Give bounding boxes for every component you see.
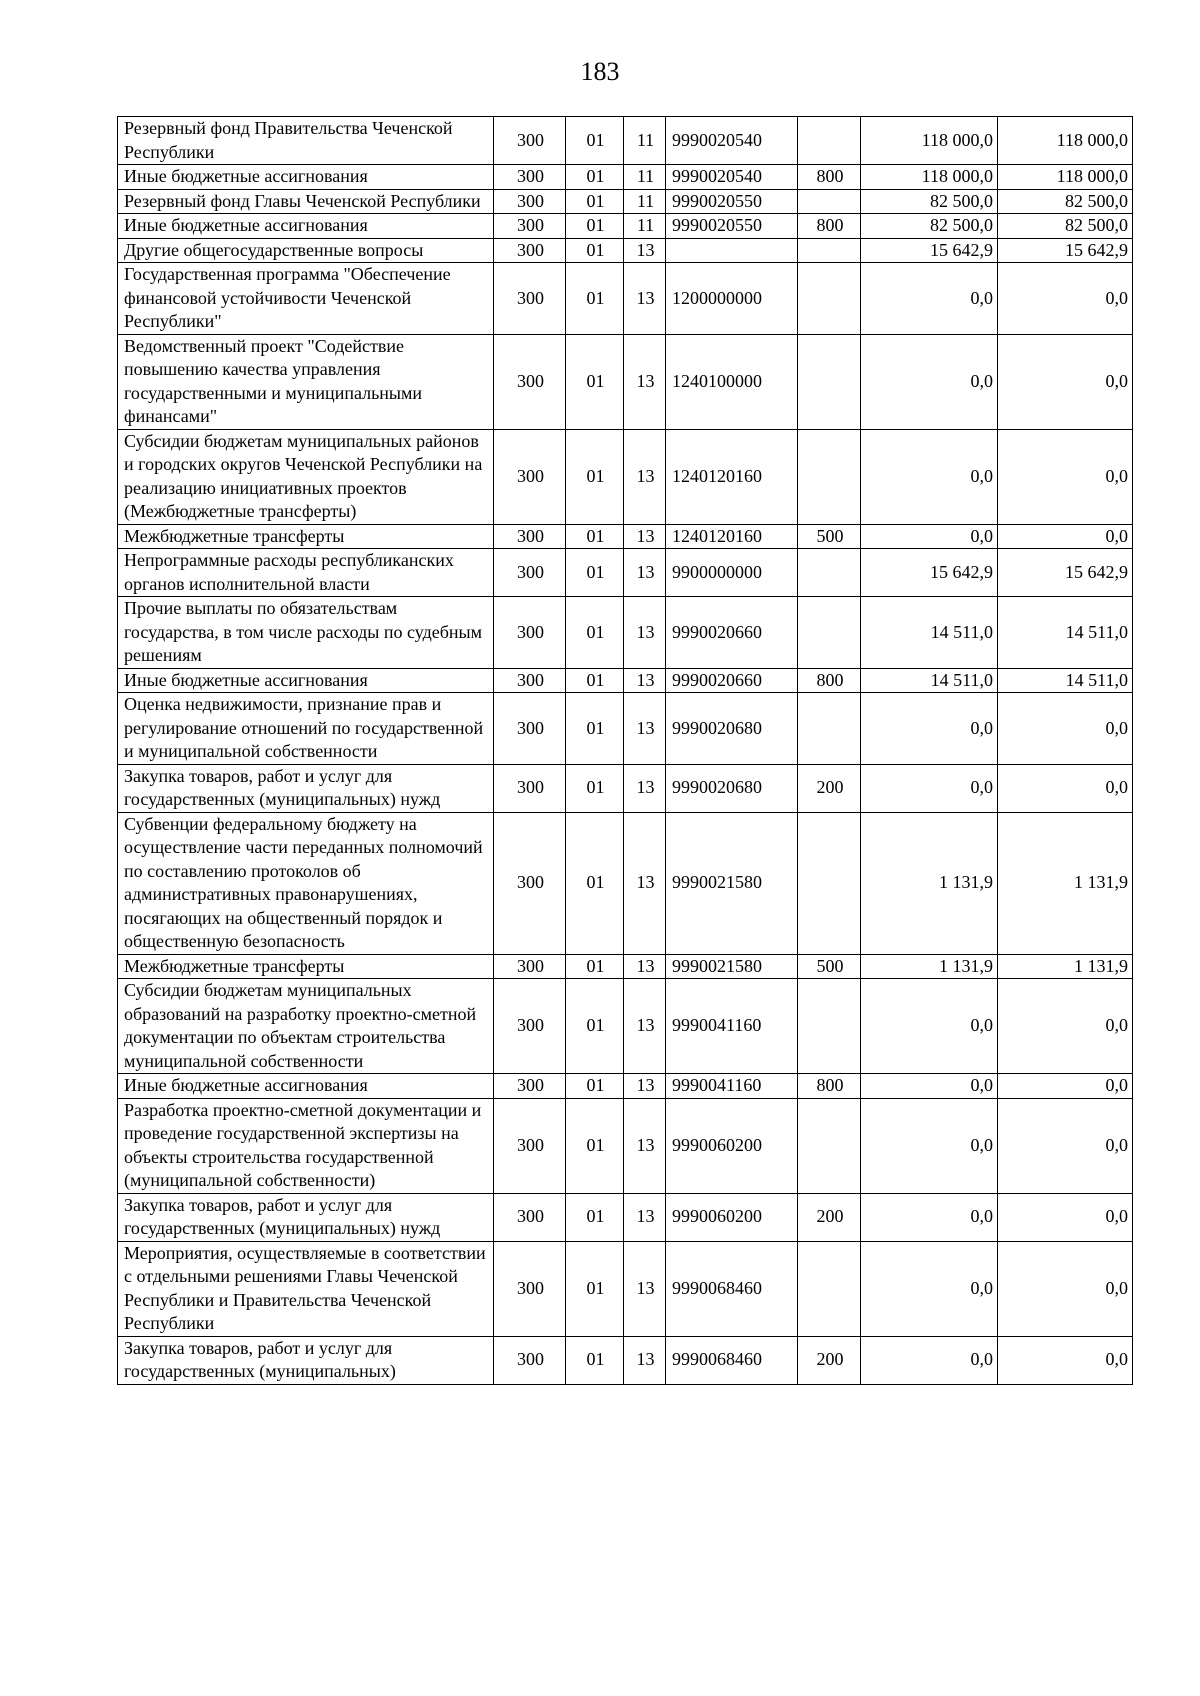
row-amount-1-cell: 0,0: [861, 263, 998, 335]
row-expense-type-cell: [798, 429, 861, 524]
row-subsection-cell: 13: [624, 549, 666, 597]
row-name-cell: Иные бюджетные ассигнования: [118, 1074, 494, 1099]
budget-table: [117, 116, 1133, 1385]
row-amount-1-cell: 0,0: [861, 693, 998, 765]
row-ministry-cell: 300: [494, 668, 566, 693]
row-expense-type-cell: [798, 1241, 861, 1336]
row-amount-1-cell: 118 000,0: [861, 165, 998, 190]
row-section-cell: 01: [566, 165, 624, 190]
row-amount-2-cell: 0,0: [998, 263, 1133, 335]
row-amount-2-cell: 1 131,9: [998, 812, 1133, 954]
row-ministry-cell: 300: [494, 189, 566, 214]
row-target-code-cell: 9990020660: [666, 668, 798, 693]
row-subsection-cell: 13: [624, 1074, 666, 1099]
row-amount-1-cell: 0,0: [861, 764, 998, 812]
row-amount-2-cell: 0,0: [998, 524, 1133, 549]
row-amount-1-cell: 15 642,9: [861, 238, 998, 263]
row-amount-2-cell: 0,0: [998, 334, 1133, 429]
row-amount-1-cell: 82 500,0: [861, 214, 998, 239]
row-expense-type-cell: 500: [798, 954, 861, 979]
row-target-code-cell: 9990020680: [666, 764, 798, 812]
row-target-code-cell: 9990068460: [666, 1336, 798, 1384]
row-name-cell: Мероприятия, осуществляемые в соответствии с отдельными решениями Главы Чеченской Республики и Правительства Чеченской Республики: [118, 1241, 494, 1336]
row-ministry-cell: 300: [494, 334, 566, 429]
row-amount-1-cell: 1 131,9: [861, 812, 998, 954]
row-target-code-cell: 9990041160: [666, 979, 798, 1074]
row-subsection-cell: 13: [624, 597, 666, 669]
row-subsection-cell: 11: [624, 189, 666, 214]
row-section-cell: 01: [566, 238, 624, 263]
row-amount-1-cell: 0,0: [861, 524, 998, 549]
row-expense-type-cell: [798, 693, 861, 765]
row-amount-1-cell: 0,0: [861, 1193, 998, 1241]
row-target-code-cell: 1240100000: [666, 334, 798, 429]
row-amount-1-cell: 1 131,9: [861, 954, 998, 979]
row-amount-2-cell: 0,0: [998, 693, 1133, 765]
row-expense-type-cell: 800: [798, 165, 861, 190]
row-section-cell: 01: [566, 1098, 624, 1193]
row-ministry-cell: 300: [494, 812, 566, 954]
row-ministry-cell: 300: [494, 524, 566, 549]
row-target-code-cell: 9990060200: [666, 1193, 798, 1241]
row-section-cell: 01: [566, 524, 624, 549]
row-name-cell: Иные бюджетные ассигнования: [118, 165, 494, 190]
table-row: [118, 117, 1133, 165]
row-target-code-cell: 9900000000: [666, 549, 798, 597]
row-amount-1-cell: 82 500,0: [861, 189, 998, 214]
row-expense-type-cell: 200: [798, 1193, 861, 1241]
row-name-cell: Закупка товаров, работ и услуг для государственных (муниципальных) нужд: [118, 764, 494, 812]
table-row: [118, 549, 1133, 597]
row-expense-type-cell: [798, 597, 861, 669]
table-row: [118, 429, 1133, 524]
row-amount-1-cell: 0,0: [861, 979, 998, 1074]
table-row: [118, 812, 1133, 954]
row-name-cell: Оценка недвижимости, признание прав и регулирование отношений по государственной и муниципальной собственности: [118, 693, 494, 765]
table-row: [118, 1336, 1133, 1384]
row-target-code-cell: 9990021580: [666, 812, 798, 954]
row-section-cell: 01: [566, 1336, 624, 1384]
row-amount-1-cell: 14 511,0: [861, 668, 998, 693]
row-target-code-cell: 9990020540: [666, 165, 798, 190]
row-ministry-cell: 300: [494, 1193, 566, 1241]
row-ministry-cell: 300: [494, 165, 566, 190]
row-amount-2-cell: 82 500,0: [998, 189, 1133, 214]
row-name-cell: Межбюджетные трансферты: [118, 954, 494, 979]
row-expense-type-cell: [798, 189, 861, 214]
row-name-cell: Прочие выплаты по обязательствам государства, в том числе расходы по судебным решениям: [118, 597, 494, 669]
row-ministry-cell: 300: [494, 597, 566, 669]
row-expense-type-cell: [798, 979, 861, 1074]
row-section-cell: 01: [566, 1193, 624, 1241]
row-name-cell: Резервный фонд Главы Чеченской Республики: [118, 189, 494, 214]
row-expense-type-cell: [798, 238, 861, 263]
row-subsection-cell: 13: [624, 954, 666, 979]
row-subsection-cell: 13: [624, 668, 666, 693]
row-name-cell: Межбюджетные трансферты: [118, 524, 494, 549]
row-amount-2-cell: 118 000,0: [998, 117, 1133, 165]
row-target-code-cell: 9990021580: [666, 954, 798, 979]
row-section-cell: 01: [566, 214, 624, 239]
row-section-cell: 01: [566, 263, 624, 335]
table-row: [118, 597, 1133, 669]
row-section-cell: 01: [566, 764, 624, 812]
row-section-cell: 01: [566, 117, 624, 165]
row-target-code-cell: 1240120160: [666, 524, 798, 549]
row-amount-2-cell: 15 642,9: [998, 549, 1133, 597]
row-subsection-cell: 11: [624, 117, 666, 165]
row-amount-1-cell: 15 642,9: [861, 549, 998, 597]
table-row: [118, 165, 1133, 190]
row-amount-2-cell: 0,0: [998, 429, 1133, 524]
row-subsection-cell: 13: [624, 1193, 666, 1241]
row-subsection-cell: 13: [624, 812, 666, 954]
row-amount-2-cell: 0,0: [998, 1074, 1133, 1099]
row-subsection-cell: 13: [624, 524, 666, 549]
row-expense-type-cell: 800: [798, 1074, 861, 1099]
table-row: [118, 238, 1133, 263]
row-section-cell: 01: [566, 693, 624, 765]
row-amount-1-cell: 14 511,0: [861, 597, 998, 669]
row-section-cell: 01: [566, 668, 624, 693]
row-target-code-cell: 1240120160: [666, 429, 798, 524]
row-target-code-cell: 1200000000: [666, 263, 798, 335]
row-amount-2-cell: 0,0: [998, 1193, 1133, 1241]
row-amount-2-cell: 0,0: [998, 1241, 1133, 1336]
row-subsection-cell: 13: [624, 764, 666, 812]
row-ministry-cell: 300: [494, 214, 566, 239]
row-section-cell: 01: [566, 429, 624, 524]
row-expense-type-cell: 200: [798, 764, 861, 812]
row-amount-1-cell: 0,0: [861, 429, 998, 524]
row-ministry-cell: 300: [494, 549, 566, 597]
row-ministry-cell: 300: [494, 979, 566, 1074]
row-subsection-cell: 13: [624, 334, 666, 429]
row-name-cell: Закупка товаров, работ и услуг для государственных (муниципальных): [118, 1336, 494, 1384]
page-number: 183: [580, 57, 620, 86]
table-row: [118, 764, 1133, 812]
row-expense-type-cell: 200: [798, 1336, 861, 1384]
row-ministry-cell: 300: [494, 693, 566, 765]
row-target-code-cell: 9990060200: [666, 1098, 798, 1193]
row-name-cell: Государственная программа "Обеспечение финансовой устойчивости Чеченской Республики": [118, 263, 494, 335]
row-section-cell: 01: [566, 812, 624, 954]
row-amount-2-cell: 0,0: [998, 1098, 1133, 1193]
row-amount-2-cell: 0,0: [998, 979, 1133, 1074]
row-amount-2-cell: 1 131,9: [998, 954, 1133, 979]
table-row: [118, 1193, 1133, 1241]
row-name-cell: Непрограммные расходы республиканских органов исполнительной власти: [118, 549, 494, 597]
row-section-cell: 01: [566, 597, 624, 669]
row-target-code-cell: 9990020680: [666, 693, 798, 765]
row-subsection-cell: 13: [624, 1241, 666, 1336]
row-subsection-cell: 13: [624, 238, 666, 263]
table-row: [118, 524, 1133, 549]
table-row: [118, 189, 1133, 214]
row-ministry-cell: 300: [494, 263, 566, 335]
row-ministry-cell: 300: [494, 1074, 566, 1099]
row-ministry-cell: 300: [494, 1241, 566, 1336]
row-target-code-cell: 9990068460: [666, 1241, 798, 1336]
table-row: [118, 693, 1133, 765]
row-section-cell: 01: [566, 1241, 624, 1336]
row-name-cell: Субсидии бюджетам муниципальных районов и городских округов Чеченской Республики на реализацию инициативных проектов (Межбюджетные трансферты): [118, 429, 494, 524]
table-row: [118, 1241, 1133, 1336]
row-expense-type-cell: [798, 549, 861, 597]
row-target-code-cell: 9990020550: [666, 214, 798, 239]
row-expense-type-cell: [798, 117, 861, 165]
row-target-code-cell: [666, 238, 798, 263]
table-row: [118, 1074, 1133, 1099]
row-expense-type-cell: [798, 334, 861, 429]
row-subsection-cell: 13: [624, 979, 666, 1074]
row-name-cell: Другие общегосударственные вопросы: [118, 238, 494, 263]
row-amount-1-cell: 118 000,0: [861, 117, 998, 165]
row-subsection-cell: 11: [624, 165, 666, 190]
table-row: [118, 954, 1133, 979]
row-subsection-cell: 11: [624, 214, 666, 239]
row-expense-type-cell: [798, 1098, 861, 1193]
row-target-code-cell: 9990020540: [666, 117, 798, 165]
row-amount-1-cell: 0,0: [861, 1098, 998, 1193]
row-subsection-cell: 13: [624, 429, 666, 524]
row-expense-type-cell: 800: [798, 214, 861, 239]
row-name-cell: Ведомственный проект "Содействие повышению качества управления государственными и муниципальными финансами": [118, 334, 494, 429]
row-ministry-cell: 300: [494, 238, 566, 263]
row-expense-type-cell: 500: [798, 524, 861, 549]
row-amount-2-cell: 0,0: [998, 1336, 1133, 1384]
row-expense-type-cell: [798, 812, 861, 954]
table-row: [118, 214, 1133, 239]
row-expense-type-cell: [798, 263, 861, 335]
row-amount-2-cell: 14 511,0: [998, 668, 1133, 693]
table-row: [118, 668, 1133, 693]
row-amount-2-cell: 118 000,0: [998, 165, 1133, 190]
row-name-cell: Резервный фонд Правительства Чеченской Республики: [118, 117, 494, 165]
row-section-cell: 01: [566, 954, 624, 979]
table-row: [118, 1098, 1133, 1193]
row-target-code-cell: 9990020660: [666, 597, 798, 669]
row-name-cell: Иные бюджетные ассигнования: [118, 214, 494, 239]
table-row: [118, 334, 1133, 429]
row-name-cell: Разработка проектно-сметной документации и проведение государственной экспертизы на объекты строительства государственной (муниципальной собственности): [118, 1098, 494, 1193]
row-section-cell: 01: [566, 1074, 624, 1099]
row-section-cell: 01: [566, 549, 624, 597]
row-amount-2-cell: 82 500,0: [998, 214, 1133, 239]
row-amount-1-cell: 0,0: [861, 1074, 998, 1099]
row-subsection-cell: 13: [624, 263, 666, 335]
row-ministry-cell: 300: [494, 429, 566, 524]
row-subsection-cell: 13: [624, 1098, 666, 1193]
row-subsection-cell: 13: [624, 693, 666, 765]
row-amount-1-cell: 0,0: [861, 1241, 998, 1336]
row-amount-1-cell: 0,0: [861, 1336, 998, 1384]
row-name-cell: Субвенции федеральному бюджету на осуществление части переданных полномочий по составлению протоколов об административных правонарушениях, посягающих на общественный порядок и общественную безопасность: [118, 812, 494, 954]
table-row: [118, 263, 1133, 335]
table-row: [118, 979, 1133, 1074]
row-ministry-cell: 300: [494, 954, 566, 979]
row-amount-2-cell: 15 642,9: [998, 238, 1133, 263]
row-section-cell: 01: [566, 189, 624, 214]
row-amount-2-cell: 14 511,0: [998, 597, 1133, 669]
row-section-cell: 01: [566, 979, 624, 1074]
row-target-code-cell: 9990041160: [666, 1074, 798, 1099]
row-amount-2-cell: 0,0: [998, 764, 1133, 812]
row-name-cell: Субсидии бюджетам муниципальных образований на разработку проектно-сметной документации по объектам строительства муниципальной собственности: [118, 979, 494, 1074]
row-section-cell: 01: [566, 334, 624, 429]
row-ministry-cell: 300: [494, 1336, 566, 1384]
row-subsection-cell: 13: [624, 1336, 666, 1384]
row-ministry-cell: 300: [494, 117, 566, 165]
row-name-cell: Иные бюджетные ассигнования: [118, 668, 494, 693]
row-ministry-cell: 300: [494, 764, 566, 812]
row-expense-type-cell: 800: [798, 668, 861, 693]
row-target-code-cell: 9990020550: [666, 189, 798, 214]
row-amount-1-cell: 0,0: [861, 334, 998, 429]
row-ministry-cell: 300: [494, 1098, 566, 1193]
row-name-cell: Закупка товаров, работ и услуг для государственных (муниципальных) нужд: [118, 1193, 494, 1241]
